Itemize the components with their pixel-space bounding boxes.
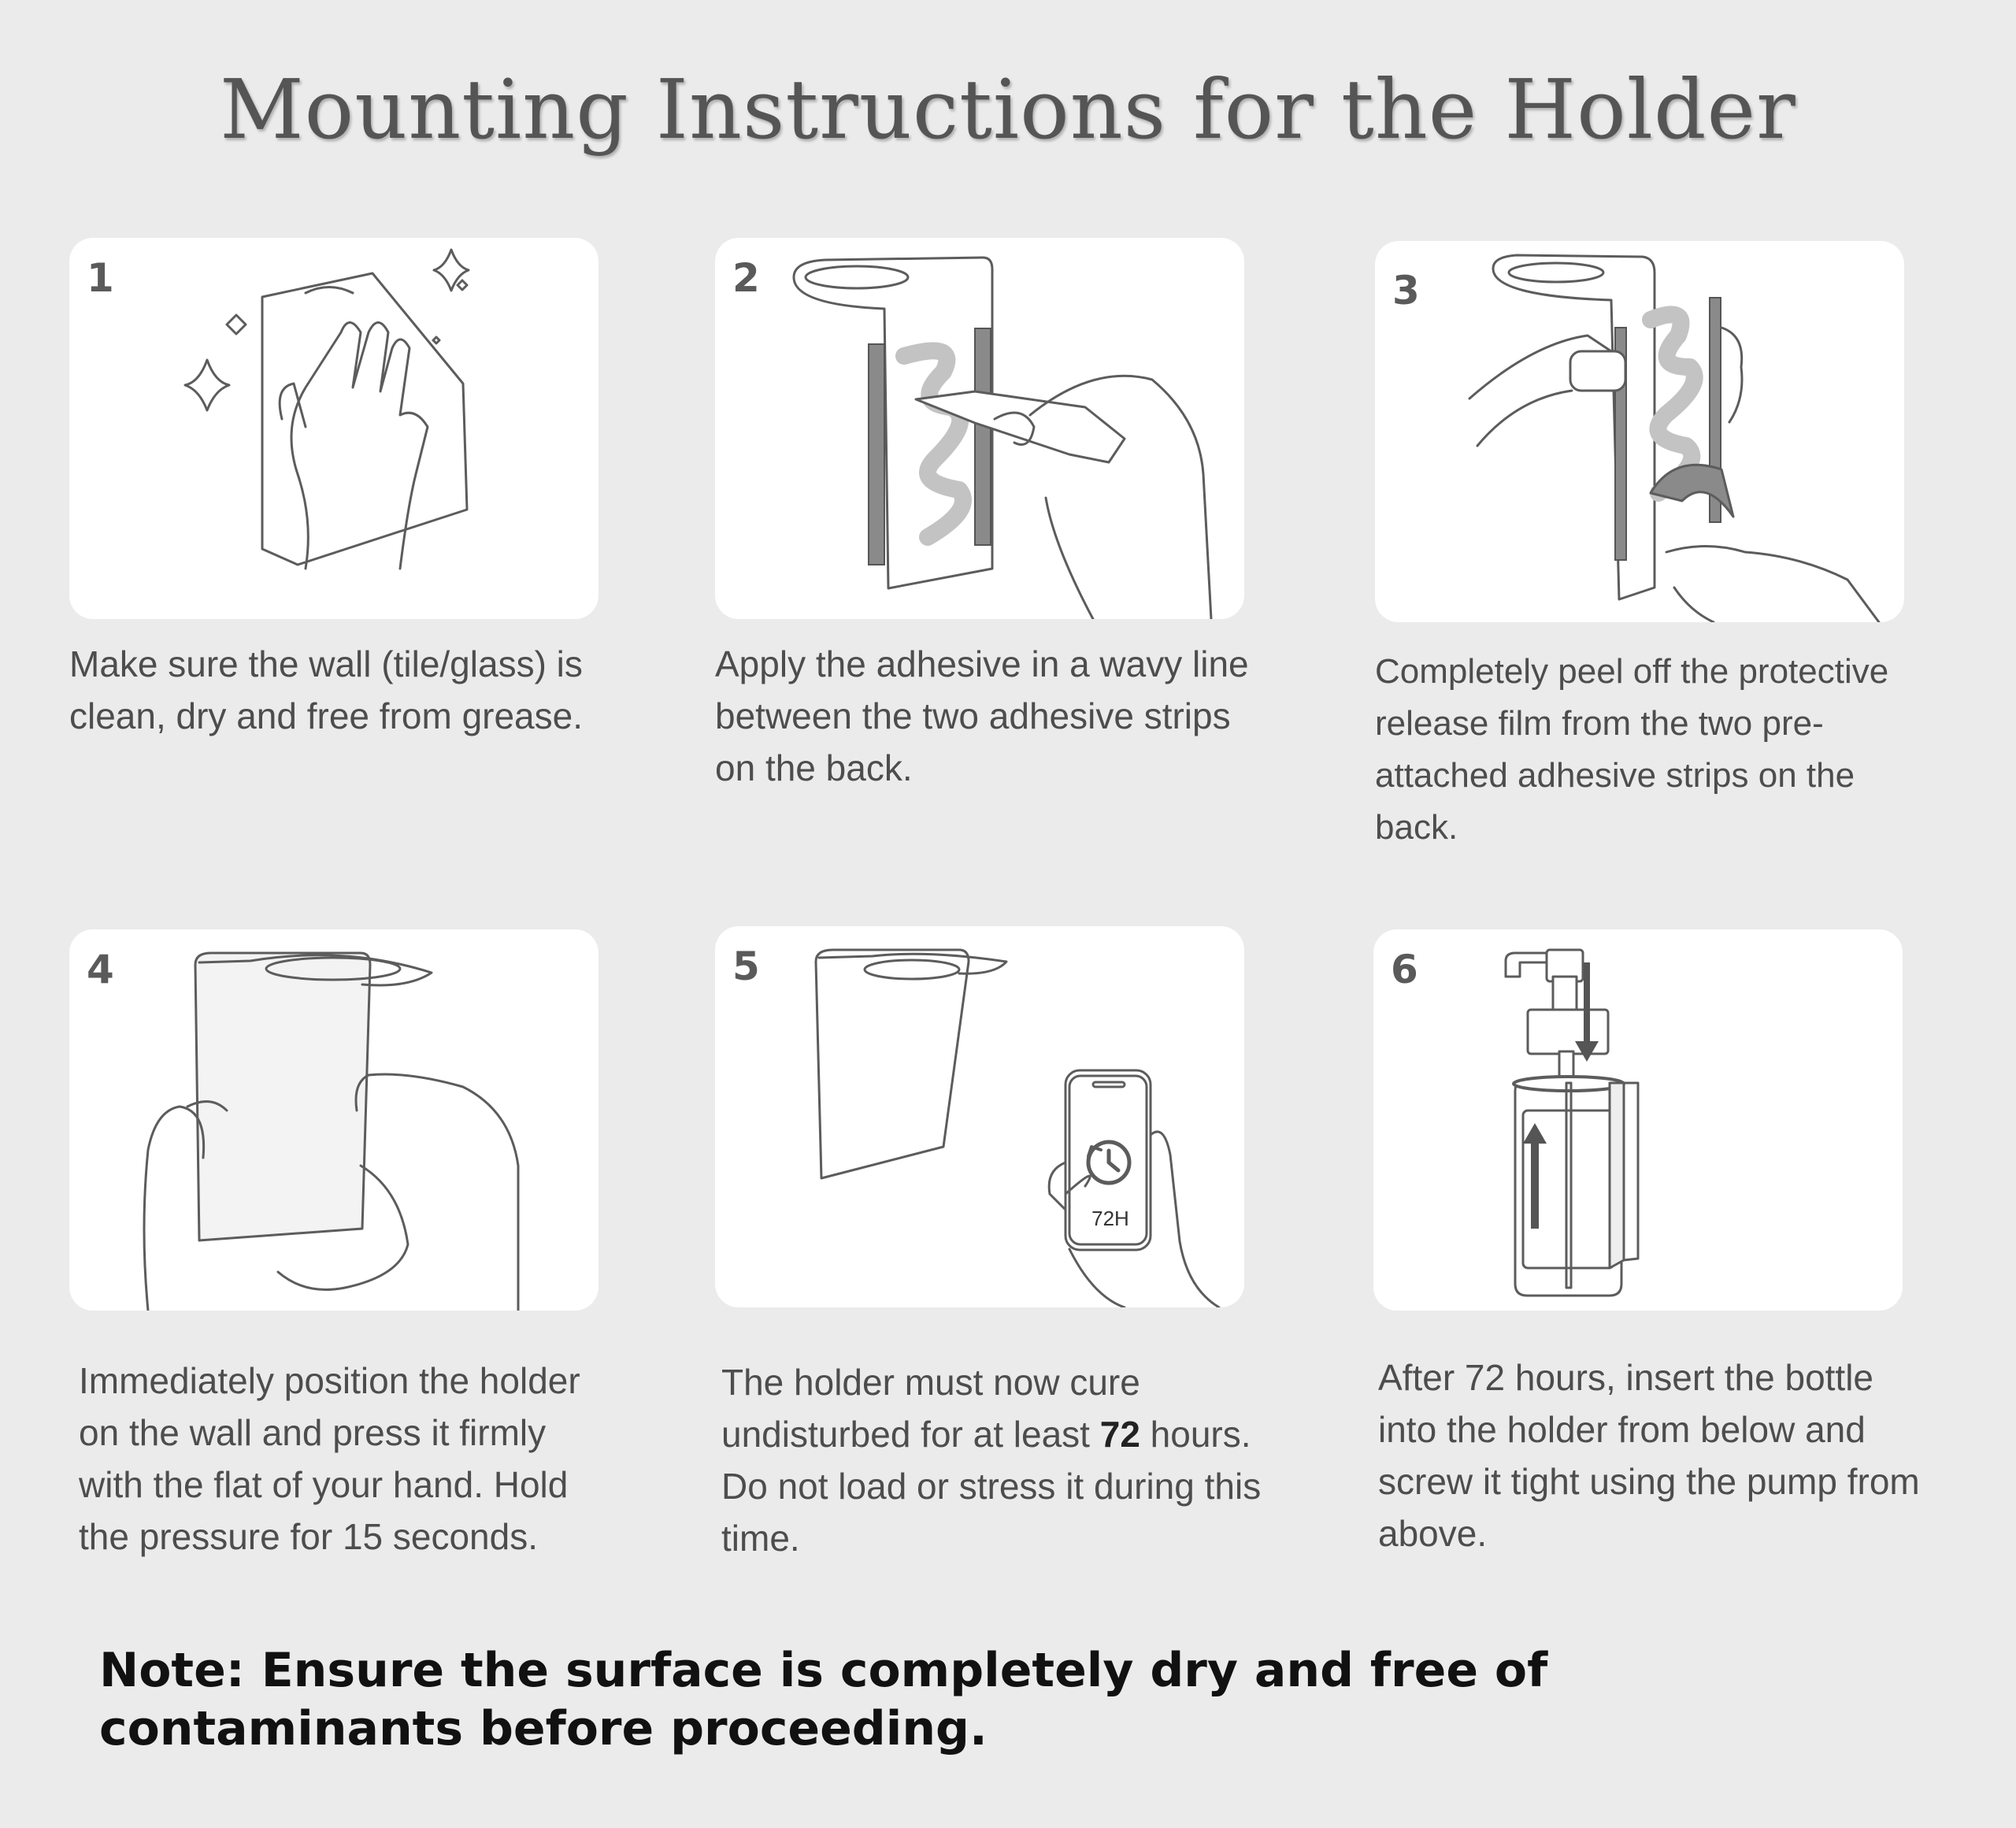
step-2-number: 2 xyxy=(732,255,760,301)
step-1-text: Make sure the wall (tile/glass) is clean, dry and free from grease. xyxy=(69,643,583,736)
step-5-card xyxy=(715,926,1244,1307)
step-6-number: 6 xyxy=(1391,947,1418,992)
step-5-number: 5 xyxy=(732,944,760,989)
step-3-text: Completely peel off the protective release film from the two pre-attached adhesive strips on the back. xyxy=(1375,652,1889,847)
step-2-card xyxy=(715,238,1244,619)
step-5-text-start: The holder must now cure undisturbed for at least xyxy=(721,1362,1140,1455)
step-4-card xyxy=(69,929,598,1311)
step-6-card xyxy=(1373,929,1903,1311)
bottle-insert-icon xyxy=(1373,929,1903,1311)
phone-timer-label: 72H xyxy=(1091,1207,1129,1230)
step-4-number: 4 xyxy=(87,947,114,992)
wipe-cloth-icon xyxy=(69,238,598,619)
step-4-text: Immediately position the holder on the wall and press it firmly with the flat of your hand. Hold the pressure for 15 seconds. xyxy=(79,1360,580,1557)
page-title: Mounting Instructions for the Holder xyxy=(220,61,1796,158)
step-2-text: Apply the adhesive in a wavy line between the two adhesive strips on the back. xyxy=(715,643,1249,788)
step-1-card xyxy=(69,238,598,619)
note-text: Note: Ensure the surface is completely dry and free of contaminants before proceeding. xyxy=(99,1643,1548,1756)
peel-film-icon xyxy=(1375,241,1904,622)
step-5-text xyxy=(721,1356,1288,1564)
phone-timer-icon xyxy=(715,926,1244,1307)
adhesive-tube-icon xyxy=(715,238,1244,619)
step-1-number: 1 xyxy=(87,255,114,301)
press-hand-icon xyxy=(69,929,598,1311)
step-5-text-bold: 72 xyxy=(1099,1414,1140,1455)
step-3-number: 3 xyxy=(1392,268,1420,313)
step-5-text-end: hours. Do not load or stress it during this time. xyxy=(721,1414,1262,1559)
step-6-text: After 72 hours, insert the bottle into the holder from below and screw it tight using the pump from above. xyxy=(1378,1357,1920,1554)
step-3-card xyxy=(1375,241,1904,622)
